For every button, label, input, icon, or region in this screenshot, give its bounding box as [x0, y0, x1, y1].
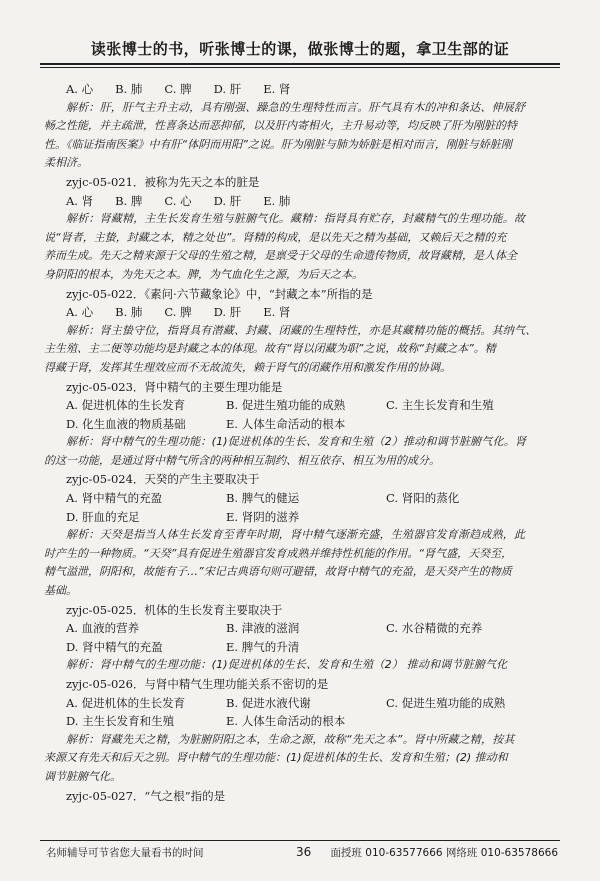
- answer-option: B. 津液的滋润: [226, 621, 300, 636]
- answer-options: [44, 396, 558, 433]
- answer-option: B. 脾: [115, 193, 143, 208]
- question-stem: zyjc-05-022．《素问·六节藏象论》中，“封藏之本”所指的是: [66, 286, 373, 301]
- answer-option: E. 肾阴的滋养: [226, 509, 300, 524]
- answer-option: E. 肺: [263, 193, 291, 208]
- explanation-line: 解析：肾藏精，主生长发育生殖与脏腑气化。藏精：指肾具有贮存，封藏精气的生理功能。故: [66, 212, 526, 226]
- answer-option: D. 肝: [213, 305, 242, 320]
- answer-option: A. 心: [66, 82, 94, 96]
- question-stem: zyjc-05-021．被称为先天之本的脏是: [66, 174, 260, 189]
- explanation-line: 畅之性能，并主疏泄，性喜条达而恶抑郁，以及肝内寄相火，主升易动等，均反映了肝为刚脏的特: [44, 119, 517, 133]
- answer-option: C. 肾阳的蒸化: [386, 491, 460, 506]
- question-stem: zyjc-05-024．天癸的产生主要取决于: [66, 472, 260, 487]
- explanation-line: 的这一功能，是通过肾中精气所含的两种相互制约、相互依存、相互为用的成分。: [44, 453, 440, 467]
- answer-option: A. 心: [66, 305, 94, 320]
- answer-option: E. 人体生命活动的根本: [226, 714, 346, 729]
- answer-option: C. 脾: [164, 82, 192, 96]
- explanation-line: 解析：天癸是指当人体生长发育至青年时期，肾中精气逐渐充盛，生殖器官发育渐趋成熟，此: [66, 528, 526, 542]
- answer-option: A. 促进机体的生长发育: [66, 695, 186, 710]
- explanation-line: 来源又有先天和后天之别。肾中精气的生理功能：(1)促进机体的生长、发育和生殖；(2) 推动和: [44, 751, 508, 765]
- page-number: 36: [296, 845, 312, 859]
- explanation-line: 说“肾者，主蛰，封藏之本，精之处也”。肾精的构成，是以先天之精为基础，又赖后天之精的充: [44, 230, 507, 244]
- answer-option: C. 水谷精微的充养: [386, 621, 483, 636]
- answer-option: C. 脾: [164, 305, 192, 320]
- answer-option: D. 化生血液的物质基础: [66, 416, 186, 431]
- answer-option: C. 促进生殖功能的成熟: [386, 695, 506, 710]
- answer-option: A. 肾: [66, 193, 94, 208]
- explanation-line: 解析：肝，肝气主升主动，具有刚强、躁急的生理特性而言。肝气具有木的冲和条达、伸展舒: [66, 100, 526, 114]
- footer-contact: 面授班 010-63577666 网络班 010-63578666: [330, 847, 558, 859]
- answer-option: B. 促进生殖功能的成熟: [226, 398, 346, 413]
- explanation-line: 解析：肾中精气的生理功能：(1)促进机体的生长、发育和生殖（2）推动和调节脏腑气化。肾: [66, 435, 527, 449]
- answer-option: E. 人体生命活动的根本: [226, 416, 346, 431]
- question-stem: zyjc-05-026．与肾中精气生理功能关系不密切的是: [66, 677, 329, 691]
- explanation-line: 解析：肾主蛰守位，指肾具有潜藏、封藏、闭藏的生理特性，亦是其藏精功能的概括。其纳气、: [66, 323, 537, 337]
- answer-option: E. 肾: [263, 305, 291, 320]
- answer-option: D. 肝血的充足: [66, 509, 140, 524]
- answer-options: [44, 694, 558, 731]
- answer-option: B. 肺: [115, 305, 143, 320]
- explanation-line: 解析：肾中精气的生理功能：(1)促进机体的生长、发育和生殖（2） 推动和调节脏腑气化: [66, 658, 508, 672]
- header-rule: [40, 63, 560, 68]
- page-content: [44, 80, 558, 805]
- answer-options: [44, 619, 558, 656]
- page-footer: [46, 845, 558, 861]
- explanation-line: 基础。: [44, 584, 77, 598]
- answer-option: B. 促进水液代谢: [226, 695, 311, 710]
- answer-option: A. 促进机体的生长发育: [66, 398, 186, 413]
- explanation-line: 得藏于肾，发挥其生理效应而不无故流失，赖于肾气的闭藏作用和激发作用的协调。: [44, 360, 451, 374]
- explanation-line: 性。《临证指南医案》中有肝“体阴而用阳”之说。肝为刚脏与肺为娇脏是相对而言，刚脏与娇脏刚: [44, 137, 512, 151]
- answer-options: [44, 489, 558, 526]
- answer-option: A. 血液的营养: [66, 621, 140, 636]
- question-stem: zyjc-05-025．机体的生长发育主要取决于: [66, 602, 283, 617]
- answer-options: [44, 80, 558, 99]
- answer-option: E. 脾气的升清: [226, 639, 300, 654]
- answer-option: D. 肝: [213, 193, 242, 208]
- footer-slogan: 名师辅导可节省您大量看书的时间: [46, 847, 204, 859]
- answer-option: A. 肾中精气的充盈: [66, 491, 163, 506]
- explanation-line: 调节脏腑气化。: [44, 769, 121, 783]
- footer-rule: [40, 840, 560, 841]
- answer-option: D. 主生长发育和生殖: [66, 714, 175, 729]
- answer-option: B. 脾气的健运: [226, 491, 300, 506]
- explanation-line: 解析：肾藏先天之精，为脏腑阴阳之本，生命之源，故称“先天之本”。肾中所藏之精，按其: [66, 732, 515, 746]
- answer-options: [44, 303, 558, 322]
- question-stem: zyjc-05-027．“气之根”指的是: [66, 788, 226, 803]
- answer-option: B. 肺: [115, 82, 143, 96]
- answer-option: E. 肾: [263, 82, 291, 96]
- answer-option: C. 心: [164, 193, 192, 208]
- explanation-line: 时产生的一种物质。“天癸”具有促进生殖器官发育成熟并维持性机能的作用。“肾气盛，天癸至，: [44, 546, 513, 560]
- explanation-line: 养而生成。先天之精来源于父母的生殖之精，是禀受于父母的生命遗传物质，故肾藏精，是人体全: [44, 249, 517, 263]
- page-header: 读张博士的书，听张博士的课，做张博士的题，拿卫生部的证: [90, 40, 510, 58]
- explanation-line: 身阴阳的根本，为先天之本。脾，为气血化生之源，为后天之本。: [44, 267, 363, 281]
- answer-option: D. 肝: [213, 82, 242, 96]
- answer-options: [44, 192, 558, 211]
- explanation-line: 精气溢泄，阴阳和，故能有子…”宋记古典语句则可避错，故肾中精气的充盈，是天癸产生的物质: [44, 565, 512, 579]
- explanation-line: 主生殖、主二便等功能均是封藏之本的体现。故有“肾以闭藏为职”之说，故称“封藏之本”。精: [44, 342, 496, 356]
- answer-option: C. 主生长发育和生殖: [386, 398, 494, 413]
- answer-option: D. 肾中精气的充盈: [66, 639, 163, 654]
- explanation-line: 柔相济。: [44, 156, 88, 170]
- question-stem: zyjc-05-023．肾中精气的主要生理功能是: [66, 379, 283, 394]
